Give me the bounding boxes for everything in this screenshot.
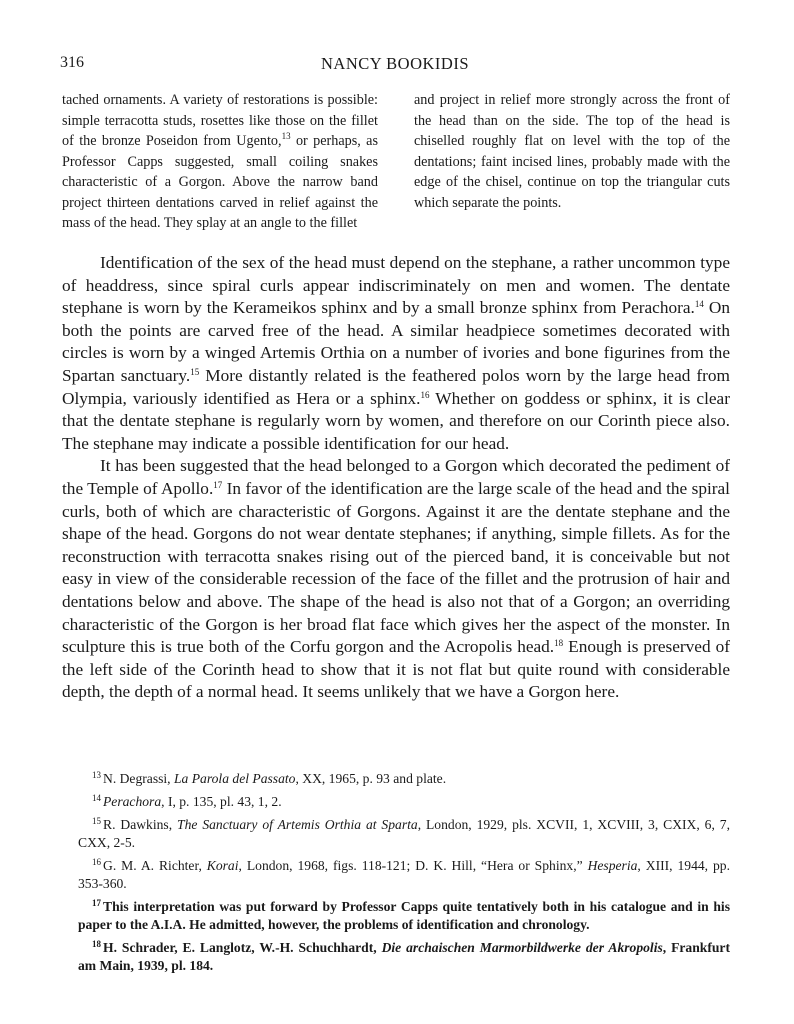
page-number: 316 (60, 54, 84, 71)
footnote-ref-16: 16 (420, 389, 430, 400)
footnote-ref-18: 18 (554, 638, 564, 649)
running-title: NANCY BOOKIDIS (320, 54, 469, 73)
footnote-ref-13: 13 (281, 131, 291, 141)
footnote-15: $^{15}$ R. Dawkins, The Sanctuary of Artemis Orthia at Sparta, London, 1929, pls. XCVII, 1, XCVIII, 3, CXIX, 6, 7, CXX, 2-5. (78, 816, 730, 850)
footnote-17: $^{17}$ This interpretation was put forward by Professor Capps quite tentatively both in his catalogue and in his paper to the A.I.A. He admitted, however, the problems of identification and chronology. (78, 898, 730, 932)
footnote-ref-17: 17 (213, 479, 223, 490)
footnotes (78, 766, 730, 976)
footnote-13: $^{13}$ N. Degrassi, La Parola del Passato, XX, 1965, p. 93 and plate. (92, 770, 447, 786)
page-header (60, 54, 730, 78)
footnote-14: $^{14}$ Perachora, I, p. 135, pl. 43, 1, 2. (92, 793, 282, 809)
paragraph-stephane: Identification of the sex of the head must depend on the stephane, a rather uncommon type of headdress, since spiral curls appear indiscriminately on men and women. The dentate stephane is worn by the Kerameikos sphinx and by a small bronze sphinx from Perachora.$^{14}$ On both the points are carved free of the head. A similar headpiece sometimes decorated with circles is worn by a winged Artemis Orthia on a number of ivories and bone figurines from the Spartan sanctuary.$^{15}$ More distantly related is the feathered polos worn by the large head from Olympia, variously identified as Hera or a sphinx.$^{16}$ Whether on goddess or sphinx, it is clear that the dentate stephane is regularly worn by women, and therefore on our Corinth piece also. The stephane may indicate a possible identification for our head. (62, 253, 730, 453)
footnote-ref-14: 14 (694, 299, 704, 310)
body-text (62, 252, 730, 704)
left-column-text: tached ornaments. A variety of restorations is possible: simple terracotta studs, rosettes like those on the fillet of the bronze Poseidon from Ugento,$^{13}$ or perhaps, as Professor Capps suggested, small coiling snakes characteristic of a Gorgon. Above the narrow band project thirteen dentations carved in relief against the mass of the head. They splay at an angle to the fillet (62, 92, 378, 231)
footnote-16: $^{16}$ G. M. A. Richter, Korai, London, 1968, figs. 118-121; D. K. Hill, “Hera or Sphinx,” Hesperia, XIII, 1944, pp. 353-360. (78, 857, 731, 891)
footnote-ref-15: 15 (190, 366, 200, 377)
paragraph-gorgon: It has been suggested that the head belonged to a Gorgon which decorated the pediment of the Temple of Apollo.$^{17}$ In favor of the identification are the large scale of the head and the spiral curls, both of which are characteristic of Gorgons. Against it are the dentate stephane and the shape of the head. Gorgons do not wear dentate stephanes; if anything, simple fillets. As for the reconstruction with terracotta snakes rising out of the pierced band, it is conceivable but not easy in view of the considerable recession of the face of the fillet and the protrusion of hair and dentations below and above. The shape of the head is also not that of a Gorgon; an overriding characteristic of the Gorgon is her broad flat face which gives her the aspect of the monster. In sculpture this is true both of the Corfu gorgon and the Acropolis head.$^{18}$ Enough is preserved of the left side of the Corinth head to show that it is not flat but quite round with considerable depth, the depth of a normal head. It seems unlikely that we have a Gorgon here. (62, 456, 730, 702)
two-column-section (62, 90, 730, 240)
right-column-text: and project in relief more strongly across the front of the head than on the side. The top of the head is chiselled roughly flat on level with the top of the dentations; faint incised lines, probably made with the edge of the chisel, continue on top the triangular cuts which separate the points. (414, 92, 730, 211)
footnote-18: $^{18}$ H. Schrader, E. Langlotz, W.-H. Schuchhardt, Die archaischen Marmorbildwerke der Akropolis, Frankfurt am Main, 1939, pl. 184. (78, 939, 730, 973)
